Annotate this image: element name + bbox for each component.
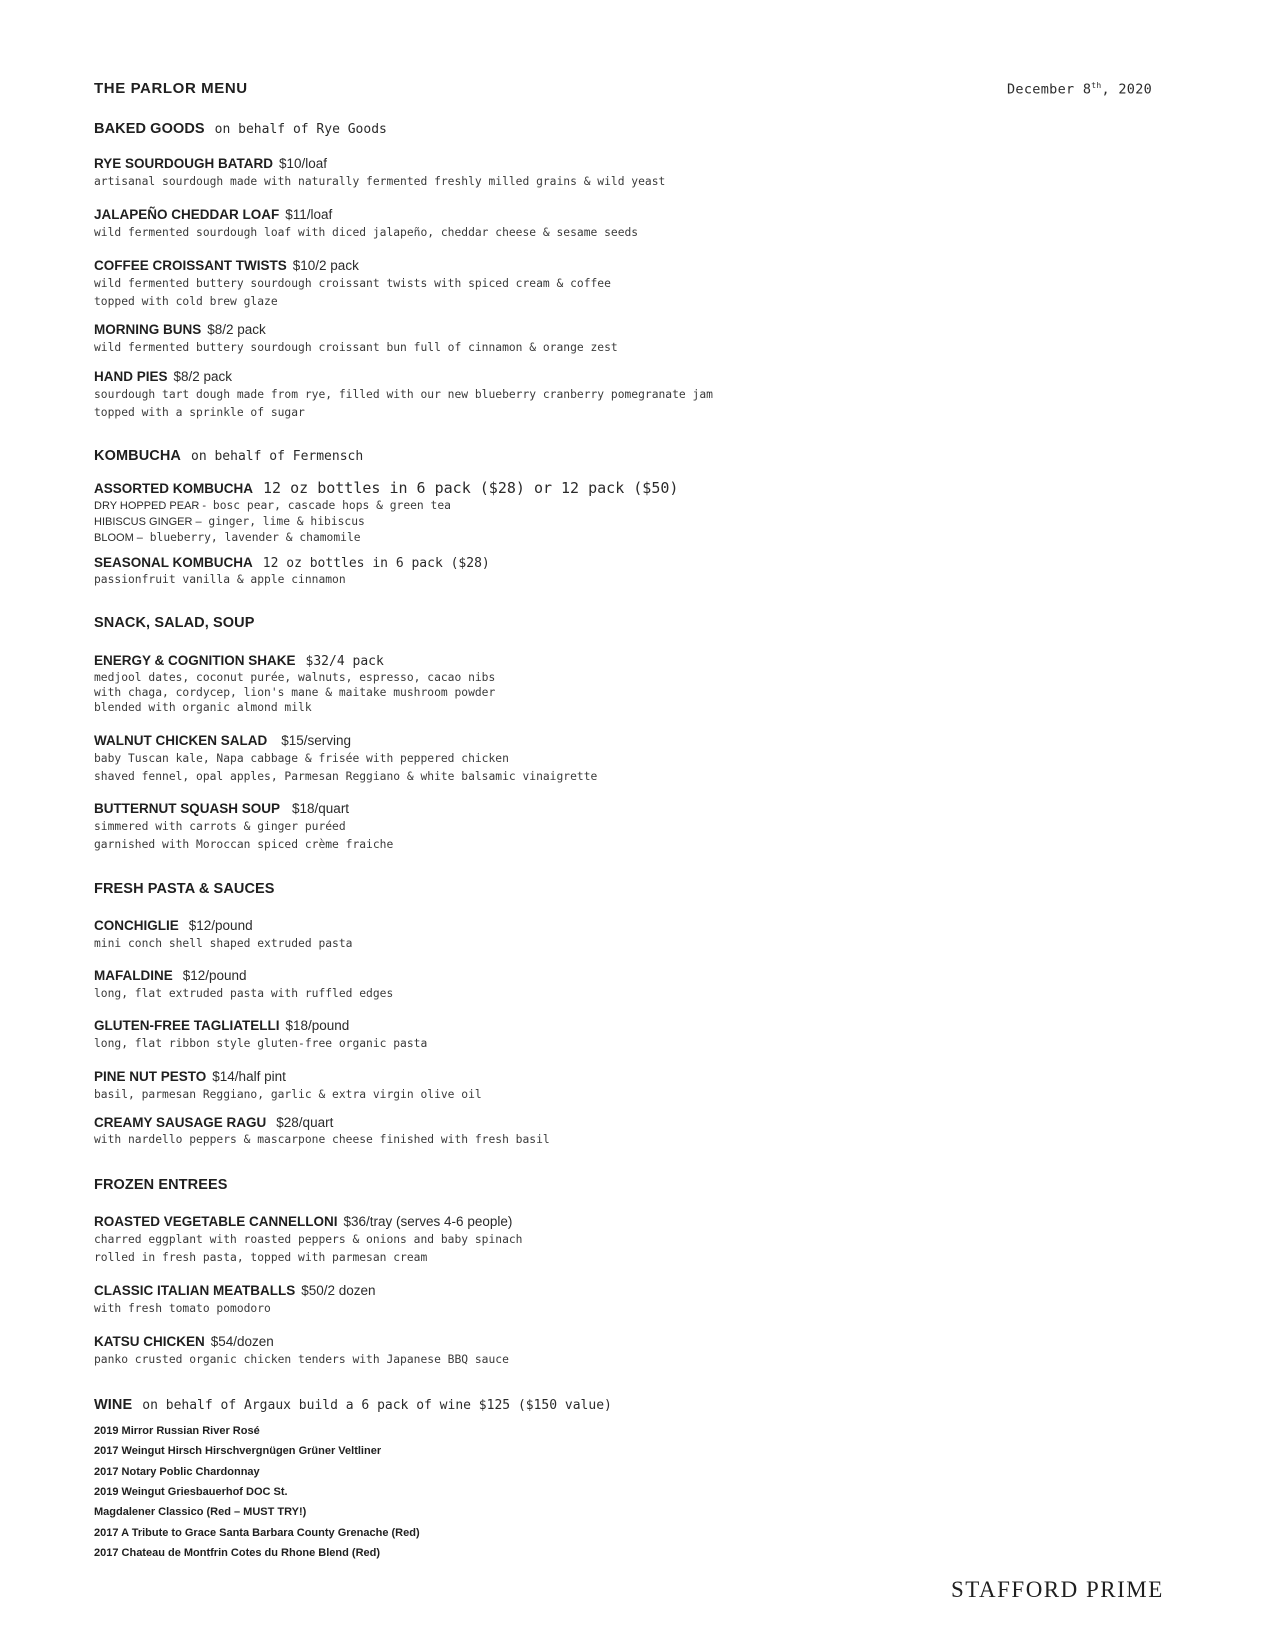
section-title: FROZEN ENTREES bbox=[94, 1177, 228, 1193]
section-title: WINE bbox=[94, 1397, 133, 1413]
section-title: BAKED GOODS bbox=[94, 121, 205, 137]
section-baked-goods-header bbox=[94, 120, 387, 138]
wine-item: Magdalener Classico (Red – MUST TRY!) bbox=[94, 1506, 307, 1518]
flavor-name: BLOOM – bbox=[94, 532, 143, 544]
item-description: shaved fennel, opal apples, Parmesan Reggiano & white balsamic vinaigrette bbox=[94, 769, 598, 783]
item-price: $10/2 pack bbox=[292, 258, 359, 273]
item-description: garnished with Moroccan spiced crème fraiche bbox=[94, 837, 394, 851]
item-description: passionfruit vanilla & apple cinnamon bbox=[94, 573, 346, 586]
flavor-description: ginger, lime & hibiscus bbox=[208, 515, 365, 528]
item-price: 12 oz bottles in 6 pack ($28) or 12 pack ($50) bbox=[263, 479, 679, 497]
menu-item bbox=[94, 652, 495, 715]
item-price: $12/pound bbox=[182, 968, 247, 983]
menu-item bbox=[94, 800, 393, 853]
wine-item: 2017 Weingut Hirsch Hirschvergnügen Grüner Veltliner bbox=[94, 1445, 382, 1457]
item-name: KATSU CHICKEN bbox=[94, 1334, 205, 1349]
item-description: mini conch shell shaped extruded pasta bbox=[94, 937, 353, 950]
item-name: JALAPEÑO CHEDDAR LOAF bbox=[94, 207, 280, 222]
wine-item: 2017 A Tribute to Grace Santa Barbara County Grenache (Red) bbox=[94, 1527, 420, 1539]
item-price: $15/serving bbox=[281, 733, 352, 748]
flavor-name: DRY HOPPED PEAR - bbox=[94, 500, 207, 512]
menu-item bbox=[94, 1068, 482, 1104]
section-title: KOMBUCHA bbox=[94, 448, 181, 464]
menu-item bbox=[94, 1282, 376, 1318]
item-description: basil, parmesan Reggiano, garlic & extra virgin olive oil bbox=[94, 1088, 482, 1101]
item-price: $8/2 pack bbox=[173, 369, 233, 384]
item-name: COFFEE CROISSANT TWISTS bbox=[94, 258, 287, 273]
item-name: ENERGY & COGNITION SHAKE bbox=[94, 653, 296, 668]
item-price: $54/dozen bbox=[210, 1334, 274, 1349]
item-price: $32/4 pack bbox=[305, 654, 384, 669]
item-price: $11/loaf bbox=[285, 207, 333, 222]
section-frozen-header bbox=[94, 1176, 228, 1194]
item-price: $28/quart bbox=[276, 1115, 334, 1130]
item-description: topped with cold brew glaze bbox=[94, 294, 278, 308]
item-description: sourdough tart dough made from rye, filled with our new blueberry cranberry pomegranate jam bbox=[94, 388, 713, 401]
item-price: $18/quart bbox=[292, 801, 350, 816]
menu-item bbox=[94, 1017, 427, 1053]
item-name: CONCHIGLIE bbox=[94, 918, 179, 933]
section-title: FRESH PASTA & SAUCES bbox=[94, 881, 275, 897]
item-description: simmered with carrots & ginger puréed bbox=[94, 820, 346, 833]
menu-item bbox=[94, 554, 490, 587]
item-price: $14/half pint bbox=[212, 1069, 286, 1084]
flavor-line bbox=[94, 530, 678, 546]
item-name: PINE NUT PESTO bbox=[94, 1069, 207, 1084]
flavor-name: HIBISCUS GINGER – bbox=[94, 516, 202, 528]
item-price: $10/loaf bbox=[279, 156, 328, 171]
menu-item bbox=[94, 1333, 509, 1369]
item-name: CREAMY SAUSAGE RAGU bbox=[94, 1115, 267, 1130]
flavor-description: bosc pear, cascade hops & green tea bbox=[212, 499, 451, 512]
item-name: ROASTED VEGETABLE CANNELLONI bbox=[94, 1214, 338, 1229]
item-description: with nardello peppers & mascarpone cheese finished with fresh basil bbox=[94, 1133, 550, 1146]
wine-item: 2017 Chateau de Montfrin Cotes du Rhone Blend (Red) bbox=[94, 1547, 381, 1559]
item-price: $8/2 pack bbox=[207, 322, 266, 337]
item-name: RYE SOURDOUGH BATARD bbox=[94, 156, 274, 171]
brand-logo: STAFFORD PRIME bbox=[951, 1577, 1164, 1602]
item-description: medjool dates, coconut purée, walnuts, espresso, cacao nibs bbox=[94, 671, 496, 684]
item-description: long, flat extruded pasta with ruffled edges bbox=[94, 987, 394, 1000]
wine-item: 2019 Weingut Griesbauerhof DOC St. bbox=[94, 1486, 288, 1498]
item-description: panko crusted organic chicken tenders with Japanese BBQ sauce bbox=[94, 1353, 509, 1366]
item-description: wild fermented buttery sourdough croissant bun full of cinnamon & orange zest bbox=[94, 341, 618, 354]
menu-item bbox=[94, 967, 393, 1003]
wine-item: 2017 Notary Poblic Chardonnay bbox=[94, 1466, 260, 1478]
section-pasta-header bbox=[94, 880, 275, 898]
item-description: artisanal sourdough made with naturally fermented freshly milled grains & wild yeast bbox=[94, 175, 666, 188]
menu-item bbox=[94, 732, 597, 785]
item-name: MORNING BUNS bbox=[94, 322, 202, 337]
menu-date bbox=[1007, 81, 1152, 98]
date-year: , 2020 bbox=[1101, 81, 1153, 98]
item-price: 12 oz bottles in 6 pack ($28) bbox=[262, 556, 490, 571]
item-description: long, flat ribbon style gluten-free organic pasta bbox=[94, 1037, 428, 1050]
item-description: topped with a sprinkle of sugar bbox=[94, 405, 305, 419]
item-price: $36/tray (serves 4-6 people) bbox=[343, 1214, 513, 1229]
menu-item bbox=[94, 1114, 550, 1147]
menu-item bbox=[94, 206, 638, 242]
menu-item bbox=[94, 368, 713, 421]
flavor-description: blueberry, lavender & chamomile bbox=[149, 531, 361, 544]
item-price: $50/2 dozen bbox=[301, 1283, 376, 1298]
item-name: BUTTERNUT SQUASH SOUP bbox=[94, 801, 281, 816]
item-description: wild fermented buttery sourdough croissant twists with spiced cream & coffee bbox=[94, 277, 611, 290]
item-description: blended with organic almond milk bbox=[94, 701, 312, 714]
date-prefix: December 8 bbox=[1007, 81, 1092, 98]
section-note: on behalf of Fermensch bbox=[191, 449, 364, 464]
menu-item bbox=[94, 321, 618, 357]
item-description: rolled in fresh pasta, topped with parmesan cream bbox=[94, 1250, 428, 1264]
item-name: CLASSIC ITALIAN MEATBALLS bbox=[94, 1283, 296, 1298]
date-suffix-ordinal: th bbox=[1091, 81, 1102, 90]
item-price: $12/pound bbox=[188, 918, 253, 933]
item-name: HAND PIES bbox=[94, 369, 168, 384]
item-description: with chaga, cordycep, lion's mane & maitake mushroom powder bbox=[94, 686, 496, 699]
item-name: SEASONAL KOMBUCHA bbox=[94, 555, 253, 570]
section-title: SNACK, SALAD, SOUP bbox=[94, 615, 255, 631]
item-name: WALNUT CHICKEN SALAD bbox=[94, 733, 268, 748]
item-description: baby Tuscan kale, Napa cabbage & frisée with peppered chicken bbox=[94, 752, 509, 765]
section-note: on behalf of Argaux build a 6 pack of wine $125 ($150 value) bbox=[142, 1398, 612, 1413]
item-name: GLUTEN-FREE TAGLIATELLI bbox=[94, 1018, 280, 1033]
section-note: on behalf of Rye Goods bbox=[214, 122, 387, 137]
section-kombucha-header bbox=[94, 447, 363, 465]
item-price: $18/pound bbox=[285, 1018, 350, 1033]
item-description: wild fermented sourdough loaf with diced jalapeño, cheddar cheese & sesame seeds bbox=[94, 226, 639, 239]
menu-item bbox=[94, 155, 665, 191]
page-title: THE PARLOR MENU bbox=[94, 80, 248, 97]
flavor-line bbox=[94, 498, 678, 514]
section-snack-header bbox=[94, 614, 255, 632]
section-wine-header bbox=[94, 1396, 612, 1414]
menu-item bbox=[94, 917, 352, 953]
flavor-line bbox=[94, 514, 678, 530]
menu-item bbox=[94, 1213, 522, 1266]
menu-item bbox=[94, 479, 678, 546]
item-name: ASSORTED KOMBUCHA bbox=[94, 481, 254, 496]
menu-item bbox=[94, 257, 611, 310]
item-description: charred eggplant with roasted peppers & onions and baby spinach bbox=[94, 1233, 523, 1246]
item-name: MAFALDINE bbox=[94, 968, 173, 983]
wine-item: 2019 Mirror Russian River Rosé bbox=[94, 1425, 260, 1437]
item-description: with fresh tomato pomodoro bbox=[94, 1302, 271, 1315]
